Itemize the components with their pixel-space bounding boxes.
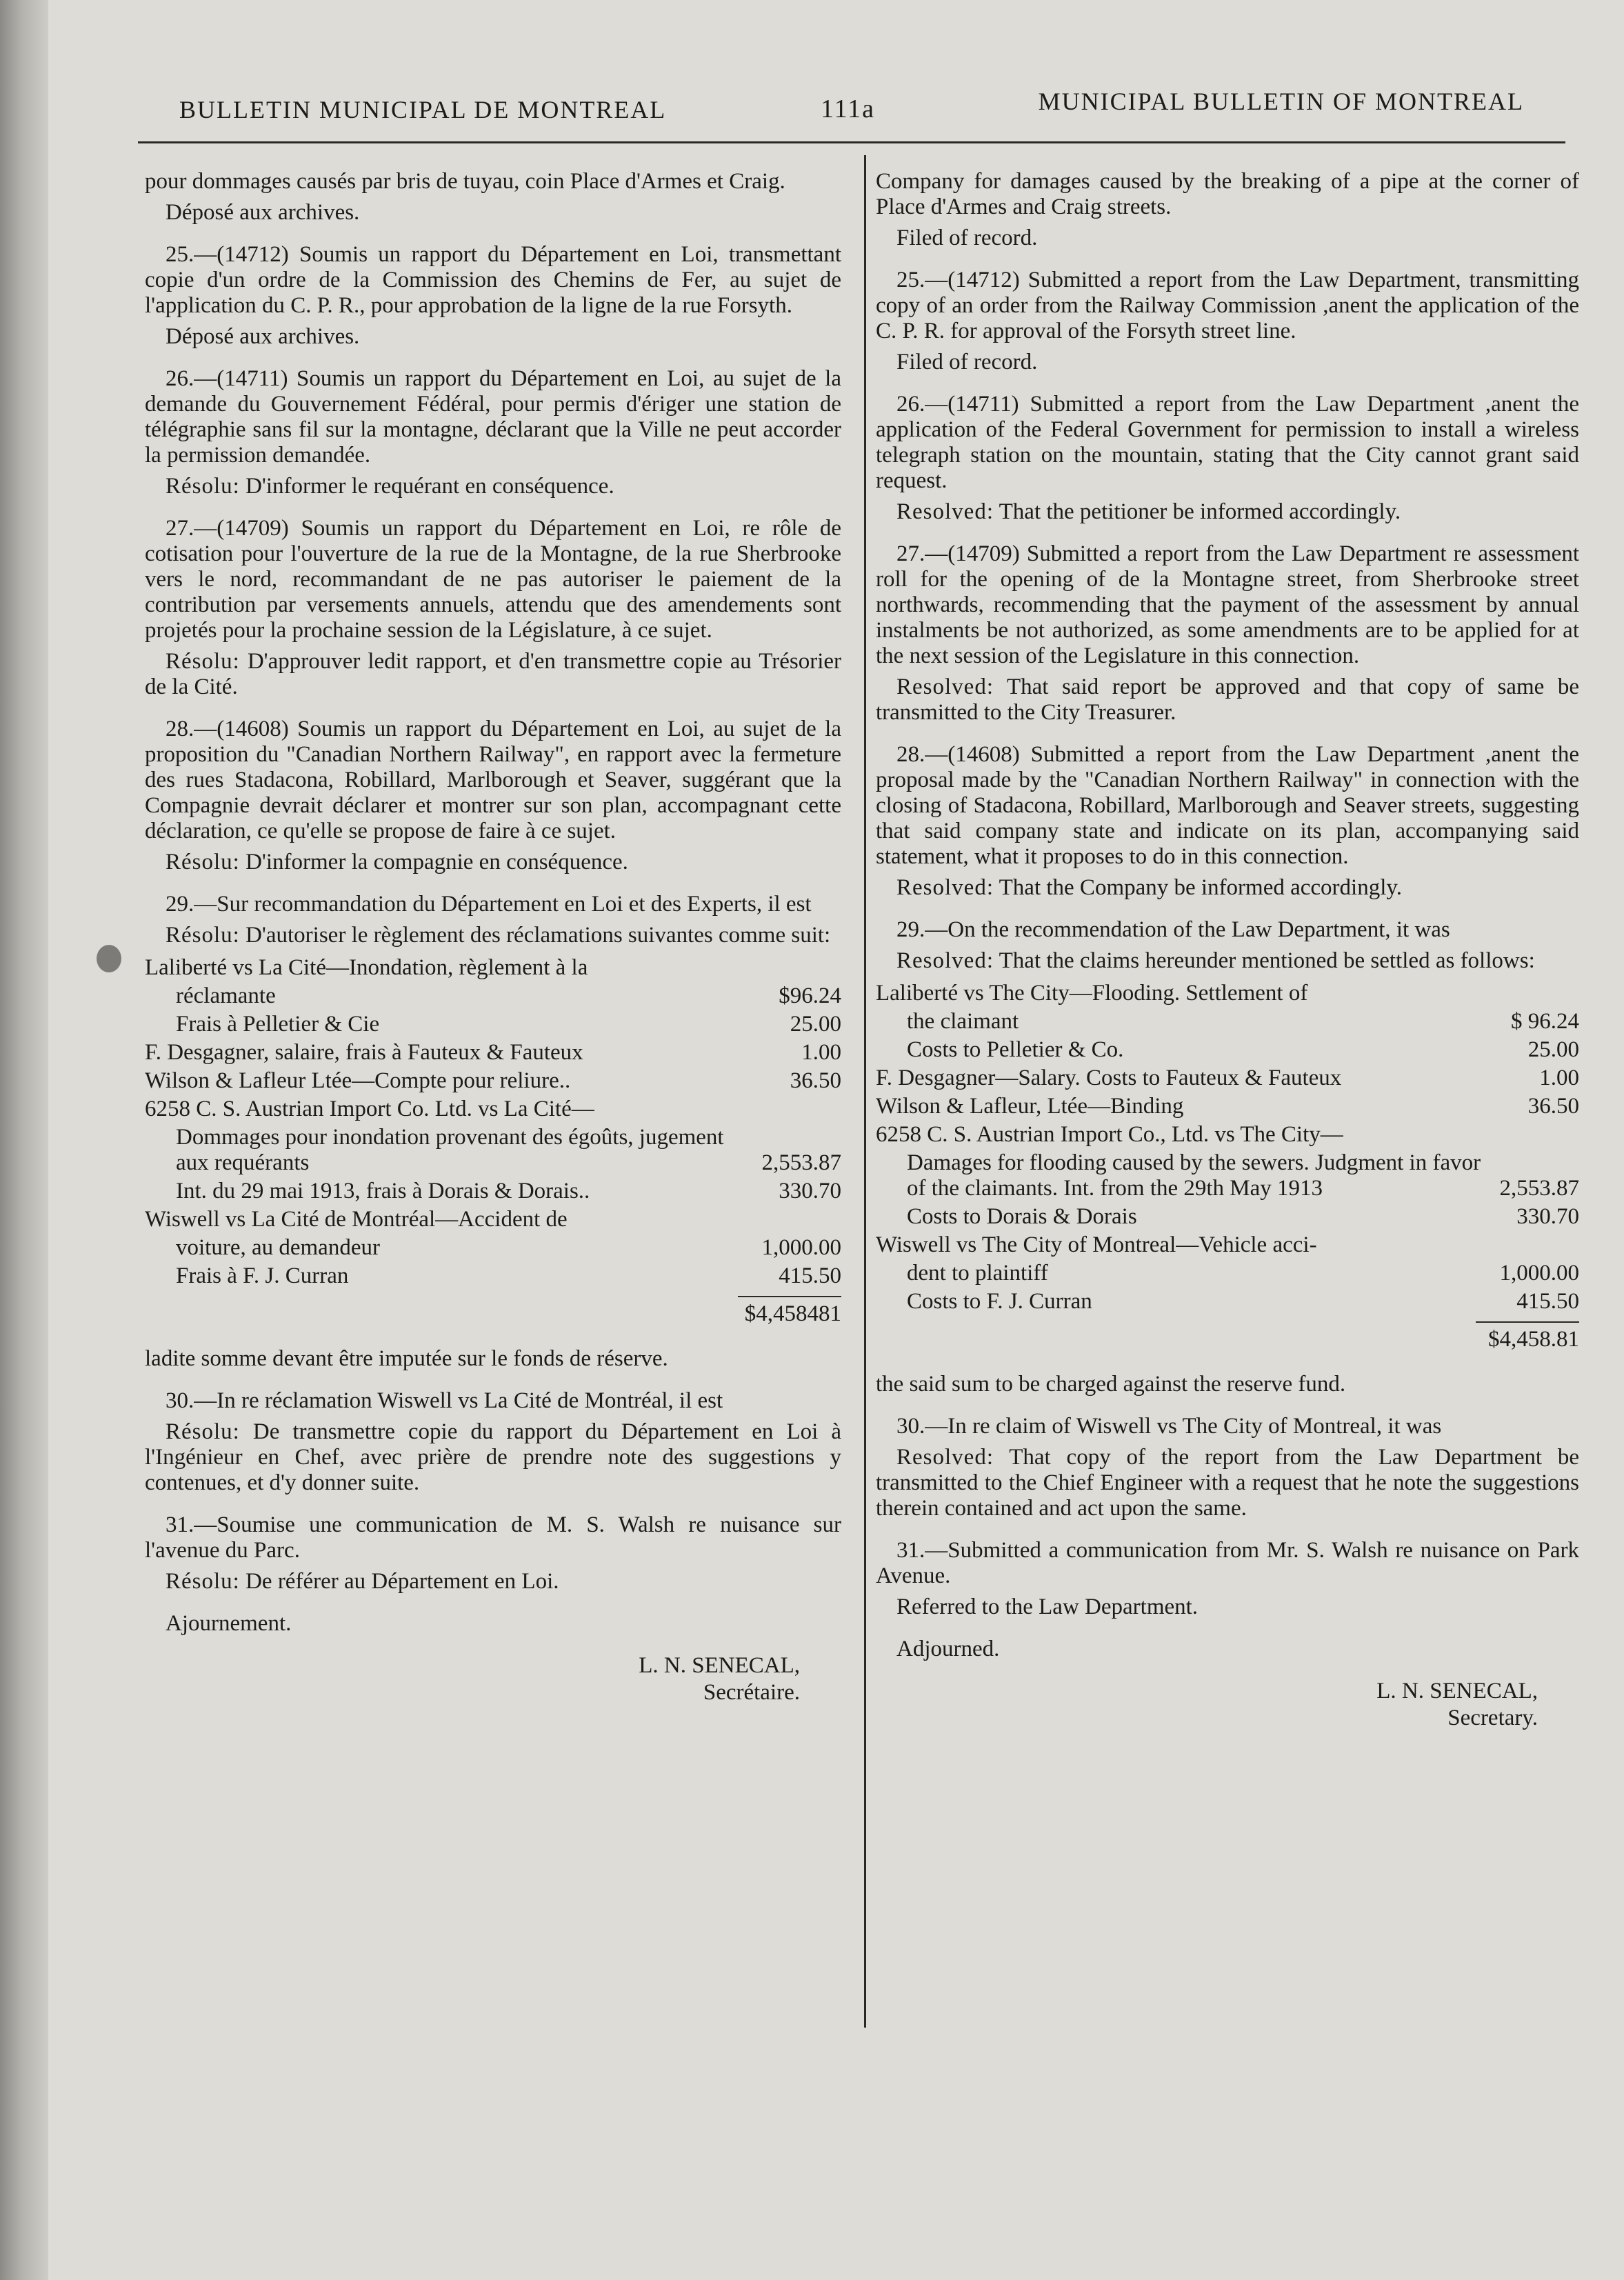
claim-row (876, 1094, 1579, 1119)
resolution-label: Résolu: (166, 474, 240, 499)
page-number: 111a (821, 94, 876, 123)
claim-description: Costs to F. J. Curran (907, 1289, 1092, 1314)
fr-filed-note: Déposé aux archives. (166, 200, 360, 225)
resolution-label: Resolved: (896, 948, 994, 973)
fr-item-27: 27.—(14709) Soumis un rapport du Département en Loi, re rôle de cotisation pour l'ouverture de la rue de la Montagne, de la rue Sherbrooke vers le nord, recommandant de ne pas autoriser le paiement de la contribution par versements annuels, attendu que des amendements sont projetés pour la prochaine session de la Législature, à ce sujet. (145, 516, 841, 643)
en-item-30: 30.—In re claim of Wiswell vs The City of Montreal, it was (896, 1414, 1442, 1439)
en-item-28-resolution (876, 875, 1579, 901)
claim-row (145, 1068, 841, 1094)
en-filed-note: Filed of record. (896, 226, 1038, 250)
claim-row (145, 1179, 841, 1204)
claim-row (876, 1289, 1579, 1314)
resolution-text: That said report be approved and that copy of same be transmitted to the City Treasurer. (876, 674, 1579, 725)
fr-item-26-resolution (145, 474, 841, 499)
claim-description: réclamante (176, 983, 276, 1008)
claim-row (145, 1125, 841, 1176)
resolution-text: D'autoriser le règlement des réclamations suivantes comme suit: (245, 923, 831, 948)
claim-description: F. Desgagner, salaire, frais à Fauteux & Fauteux (145, 1040, 583, 1065)
claim-row (876, 1066, 1579, 1091)
claim-description: Frais à F. J. Curran (176, 1263, 349, 1288)
fr-item-30: 30.—In re réclamation Wiswell vs La Cité de Montréal, il est (166, 1388, 723, 1413)
claim-row (145, 1207, 841, 1232)
fr-item-26: 26.—(14711) Soumis un rapport du Département en Loi, au sujet de la demande du Gouvernement Fédéral, pour permis d'ériger une station de télégraphie sans fil sur la montagne, déclarant que la Ville ne peut accorder la permission demandée. (145, 366, 841, 468)
claim-row (145, 1040, 841, 1066)
claim-description: 6258 C. S. Austrian Import Co., Ltd. vs The City— (876, 1122, 1343, 1147)
claim-description: Costs to Dorais & Dorais (907, 1204, 1137, 1229)
en-claims-table (876, 981, 1579, 1314)
en-item-27-resolution (876, 674, 1579, 726)
fr-total-rule (738, 1296, 841, 1297)
fr-item-25-filed: Déposé aux archives. (166, 324, 360, 349)
en-item-29-resolution (876, 948, 1579, 974)
claim-row (876, 1261, 1579, 1286)
en-item-29: 29.—On the recommendation of the Law Department, it was (896, 917, 1450, 942)
en-item-26-resolution (876, 499, 1579, 525)
fr-item-28: 28.—(14608) Soumis un rapport du Département en Loi, au sujet de la proposition du "Canadian Northern Railway", en rapport avec la fermeture des rues Stadacona, Robillard, Marlborough et Seaver, suggérant que la Compagnie devrait déclarer et montrer sur son plan, accompagnant cette déclaration, ce qu'elle se propose de faire à ce sujet. (145, 717, 841, 843)
resolution-text: That the claims hereunder mentioned be settled as follows: (999, 948, 1535, 973)
resolution-label: Resolved: (896, 875, 994, 900)
header-english-title: MUNICIPAL BULLETIN OF MONTREAL (1038, 88, 1524, 115)
claim-amount: $ 96.24 (1511, 1009, 1579, 1034)
fr-paragraph-continued: pour dommages causés par bris de tuyau, coin Place d'Armes et Craig. (145, 169, 785, 194)
claim-row (876, 1232, 1579, 1258)
en-paragraph-continued: Company for damages caused by the breaking of a pipe at the corner of Place d'Armes and Craig streets. (876, 169, 1579, 219)
french-column (145, 169, 841, 1706)
claim-row (145, 955, 841, 981)
header-rule (138, 141, 1565, 143)
claim-description: voiture, au demandeur (176, 1235, 380, 1260)
resolution-text: That the Company be informed accordingly. (999, 875, 1402, 900)
resolution-text: D'informer le requérant en conséquence. (245, 474, 614, 499)
fr-item-29-charge: ladite somme devant être imputée sur le fonds de réserve. (145, 1346, 668, 1371)
english-column (876, 169, 1579, 1731)
resolution-label: Resolved: (896, 1445, 994, 1470)
claim-amount: 36.50 (1527, 1094, 1579, 1119)
fr-item-25: 25.—(14712) Soumis un rapport du Département en Loi, transmettant copie d'un ordre de la Commission des Chemins de Fer, au sujet de l'application du C. P. R., pour approbation de la ligne de la rue Forsyth. (145, 242, 841, 318)
resolution-text: De référer au Département en Loi. (245, 1569, 559, 1594)
claim-amount: 415.50 (779, 1263, 841, 1288)
en-total-rule (1476, 1321, 1579, 1323)
en-item-27: 27.—(14709) Submitted a report from the Law Department re assessment roll for the opening of de la Montagne street, from Sherbrooke street northwards, recommending that the payment of the assessment by annual instalments be not authorized, as some amendments are to be applied for at the next session of the Legislature in this connection. (876, 541, 1579, 668)
book-binding-edge (0, 0, 48, 2280)
fr-item-31: 31.—Soumise une communication de M. S. Walsh re nuisance sur l'avenue du Parc. (145, 1512, 841, 1563)
claim-amount: 1.00 (801, 1040, 841, 1065)
claim-row (876, 981, 1579, 1006)
claim-amount: 2,553.87 (761, 1150, 841, 1175)
en-item-25-filed: Filed of record. (896, 350, 1038, 374)
en-item-31-referral: Referred to the Law Department. (896, 1594, 1199, 1619)
resolution-label: Résolu: (166, 850, 240, 874)
page-header (131, 83, 1565, 131)
fr-item-30-resolution (145, 1419, 841, 1496)
claim-row (876, 1150, 1579, 1201)
fr-claims-table (145, 955, 841, 1289)
claim-description: Wilson & Lafleur Ltée—Compte pour reliure.. (145, 1068, 571, 1093)
claim-description: dent to plaintiff (907, 1261, 1048, 1286)
en-item-28: 28.—(14608) Submitted a report from the Law Department ,anent the proposal made by the "Canadian Northern Railway" in connection with the closing of Stadacona, Robillard, Marlborough and Seaver streets, suggesting that said company state and indicate on its plan, accompanying said statement, what it proposes to do in this connection. (876, 742, 1579, 869)
claim-row (145, 1097, 841, 1122)
claim-amount: 1,000.00 (761, 1235, 841, 1260)
resolution-label: Résolu: (166, 1419, 240, 1444)
claim-description: the claimant (907, 1009, 1019, 1034)
claim-description: Frais à Pelletier & Cie (176, 1012, 380, 1037)
fr-claims-total: $4,458481 (744, 1301, 841, 1326)
fr-item-29-resolution (145, 923, 841, 948)
claim-description: Laliberté vs The City—Flooding. Settlement of (876, 981, 1308, 1006)
en-item-29-charge: the said sum to be charged against the reserve fund. (876, 1372, 1346, 1397)
claim-amount: 36.50 (790, 1068, 841, 1093)
claim-row (876, 1037, 1579, 1063)
resolution-text: D'approuver ledit rapport, et d'en transmettre copie au Trésorier de la Cité. (145, 649, 842, 699)
claim-row (145, 1235, 841, 1261)
claim-amount: 330.70 (779, 1179, 841, 1203)
en-claims-total: $4,458.81 (1488, 1327, 1579, 1352)
header-french-title: BULLETIN MUNICIPAL DE MONTREAL (179, 96, 667, 123)
resolution-text: That the petitioner be informed accordingly. (999, 499, 1401, 524)
claim-amount: 1,000.00 (1499, 1261, 1579, 1286)
en-item-31: 31.—Submitted a communication from Mr. S. Walsh re nuisance on Park Avenue. (876, 1538, 1579, 1588)
claim-description: Wiswell vs The City of Montreal—Vehicle acci- (876, 1232, 1317, 1257)
paper-stain (97, 945, 121, 972)
claim-row (876, 1009, 1579, 1034)
en-item-26: 26.—(14711) Submitted a report from the Law Department ,anent the application of the Federal Government for permission to install a wireless telegraph station on the mountain, stating that the City cannot grant said request. (876, 392, 1579, 493)
claim-description: Damages for flooding caused by the sewers. Judgment in favor of the claimants. Int. from the 29th May 1913 (907, 1150, 1481, 1201)
claim-description: Int. du 29 mai 1913, frais à Dorais & Dorais.. (176, 1179, 590, 1203)
signatory-name: L. N. SENECAL, (1376, 1679, 1538, 1703)
signatory-name: L. N. SENECAL, (639, 1653, 800, 1678)
claim-row (876, 1204, 1579, 1230)
resolution-label: Résolu: (166, 923, 240, 948)
resolution-label: Resolved: (896, 499, 994, 524)
fr-item-27-resolution (145, 649, 841, 700)
fr-adjournment: Ajournement. (166, 1611, 292, 1636)
claim-amount: 415.50 (1516, 1289, 1579, 1314)
resolution-label: Résolu: (166, 1569, 240, 1594)
fr-item-29: 29.—Sur recommandation du Département en Loi et des Experts, il est (166, 892, 812, 917)
claim-row (145, 1263, 841, 1289)
claim-description: 6258 C. S. Austrian Import Co. Ltd. vs La Cité— (145, 1097, 594, 1121)
claim-amount: 25.00 (1527, 1037, 1579, 1062)
en-signature (876, 1679, 1579, 1731)
claim-description: Costs to Pelletier & Co. (907, 1037, 1124, 1062)
resolution-label: Resolved: (896, 674, 994, 699)
claim-amount: $96.24 (779, 983, 841, 1008)
column-divider (864, 155, 866, 2028)
claim-row (145, 983, 841, 1009)
resolution-label: Résolu: (166, 649, 240, 674)
en-adjournment: Adjourned. (896, 1637, 1000, 1661)
claim-amount: 330.70 (1516, 1204, 1579, 1229)
signatory-title: Secrétaire. (703, 1680, 800, 1705)
claim-description: Dommages pour inondation provenant des égoûts, jugement aux requérants (176, 1125, 724, 1175)
claim-amount: 1.00 (1539, 1066, 1579, 1090)
claim-description: Wilson & Lafleur, Ltée—Binding (876, 1094, 1184, 1119)
claim-row (876, 1122, 1579, 1148)
fr-signature (145, 1653, 841, 1706)
claim-description: Laliberté vs La Cité—Inondation, règlement à la (145, 955, 588, 980)
en-item-30-resolution (876, 1445, 1579, 1521)
resolution-text: That copy of the report from the Law Department be transmitted to the Chief Engineer with a request that he note the suggestions therein contained and act upon the same. (876, 1445, 1580, 1521)
resolution-text: De transmettre copie du rapport du Département en Loi à l'Ingénieur en Chef, avec prière de prendre note des suggestions y contenues, et d'y donner suite. (145, 1419, 841, 1495)
claim-amount: 2,553.87 (1499, 1176, 1579, 1201)
en-item-25: 25.—(14712) Submitted a report from the Law Department, transmitting copy of an order from the Railway Commission ,anent the application of the C. P. R. for approval of the Forsyth street line. (876, 268, 1579, 343)
claim-amount: 25.00 (790, 1012, 841, 1037)
claim-description: F. Desgagner—Salary. Costs to Fauteux & Fauteux (876, 1066, 1342, 1090)
fr-item-31-resolution (145, 1569, 841, 1594)
fr-item-28-resolution (145, 850, 841, 875)
claim-row (145, 1012, 841, 1037)
signatory-title: Secretary. (1447, 1706, 1538, 1730)
resolution-text: D'informer la compagnie en conséquence. (245, 850, 628, 874)
claim-description: Wiswell vs La Cité de Montréal—Accident de (145, 1207, 568, 1232)
